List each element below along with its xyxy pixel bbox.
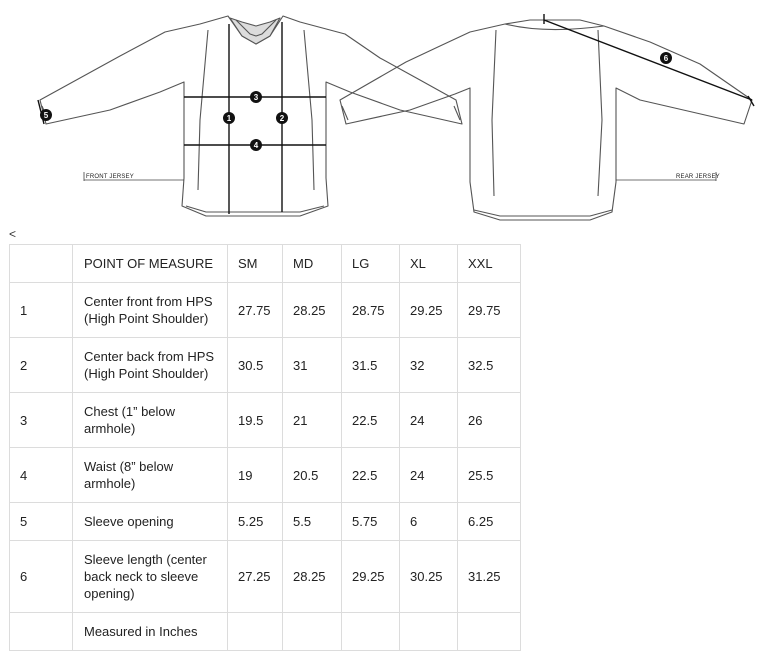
value-lg: 22.5 [342,448,400,503]
measure-name: Waist (8” below armhole) [73,448,228,503]
jersey-measurement-diagram [0,0,764,232]
value-sm: 19 [228,448,283,503]
value-xl: 24 [400,393,458,448]
table-row [10,338,521,393]
marker-1-label: 1 [226,114,232,123]
value-xl: 32 [400,338,458,393]
row-number: 1 [10,283,73,338]
value-xl: 30.25 [400,541,458,613]
back-arrow[interactable]: < [9,227,17,241]
value-md [283,613,342,651]
rear-jersey-label: REAR JERSEY [676,174,720,180]
value-xxl: 6.25 [458,503,521,541]
header-cell-blank [10,245,73,283]
value-sm [228,613,283,651]
value-xl: 6 [400,503,458,541]
value-md: 31 [283,338,342,393]
header-cell-lg: LG [342,245,400,283]
marker-3-label: 3 [253,93,259,102]
marker-6 [660,52,672,64]
marker-4-label: 4 [253,141,259,150]
value-xxl: 32.5 [458,338,521,393]
header-cell-xxl: XXL [458,245,521,283]
value-xl: 24 [400,448,458,503]
rear-hem-line [474,210,612,216]
measure-name: Chest (1” below armhole) [73,393,228,448]
measure-name: Center front from HPS (High Point Shoulder) [73,283,228,338]
value-xxl [458,613,521,651]
rear-jersey-body [340,20,752,220]
value-xxl: 26 [458,393,521,448]
value-md: 28.25 [283,541,342,613]
front-jersey-body [40,16,462,216]
value-lg: 29.25 [342,541,400,613]
marker-6-label: 6 [663,54,669,63]
marker-4 [250,139,262,151]
row-number: 5 [10,503,73,541]
value-sm: 30.5 [228,338,283,393]
value-md: 20.5 [283,448,342,503]
rear-jersey-illustration [340,14,754,220]
value-lg [342,613,400,651]
value-md: 5.5 [283,503,342,541]
measure-name: Sleeve opening [73,503,228,541]
measure-line-6 [544,20,752,100]
value-lg: 22.5 [342,393,400,448]
rear-side-seam-right [598,30,602,196]
rear-measure-lines [544,14,754,106]
measure-name: Center back from HPS (High Point Shoulder) [73,338,228,393]
row-number [10,613,73,651]
table-row [10,393,521,448]
table-row [10,283,521,338]
marker-2 [276,112,288,124]
table-row [10,448,521,503]
size-chart-table [9,244,521,651]
rear-side-seam-left [492,30,496,196]
front-jersey-label: FRONT JERSEY [86,174,134,180]
table-row [10,541,521,613]
value-sm: 27.75 [228,283,283,338]
value-xxl: 25.5 [458,448,521,503]
value-sm: 19.5 [228,393,283,448]
marker-2-label: 2 [279,114,285,123]
value-md: 21 [283,393,342,448]
front-hem-line [186,206,324,212]
table-footer-row [10,613,521,651]
table-row [10,503,521,541]
measure-name: Sleeve length (center back neck to sleeve opening) [73,541,228,613]
value-sm: 27.25 [228,541,283,613]
rear-collar [505,24,604,30]
value-xxl: 29.75 [458,283,521,338]
value-lg: 28.75 [342,283,400,338]
header-cell-point-of-measure: POINT OF MEASURE [73,245,228,283]
front-side-seam-left [198,30,208,190]
value-md: 28.25 [283,283,342,338]
front-side-seam-right [304,30,314,190]
value-lg: 5.75 [342,503,400,541]
value-xl: 29.25 [400,283,458,338]
marker-1 [223,112,235,124]
marker-5 [40,109,52,121]
marker-3 [250,91,262,103]
value-xxl: 31.25 [458,541,521,613]
value-xl [400,613,458,651]
value-sm: 5.25 [228,503,283,541]
units-note: Measured in Inches [73,613,228,651]
marker-5-label: 5 [43,111,49,120]
value-lg: 31.5 [342,338,400,393]
front-jersey-illustration [38,16,462,216]
header-cell-sm: SM [228,245,283,283]
row-number: 4 [10,448,73,503]
row-number: 6 [10,541,73,613]
row-number: 3 [10,393,73,448]
table-header-row [10,245,521,283]
row-number: 2 [10,338,73,393]
header-cell-xl: XL [400,245,458,283]
header-cell-md: MD [283,245,342,283]
